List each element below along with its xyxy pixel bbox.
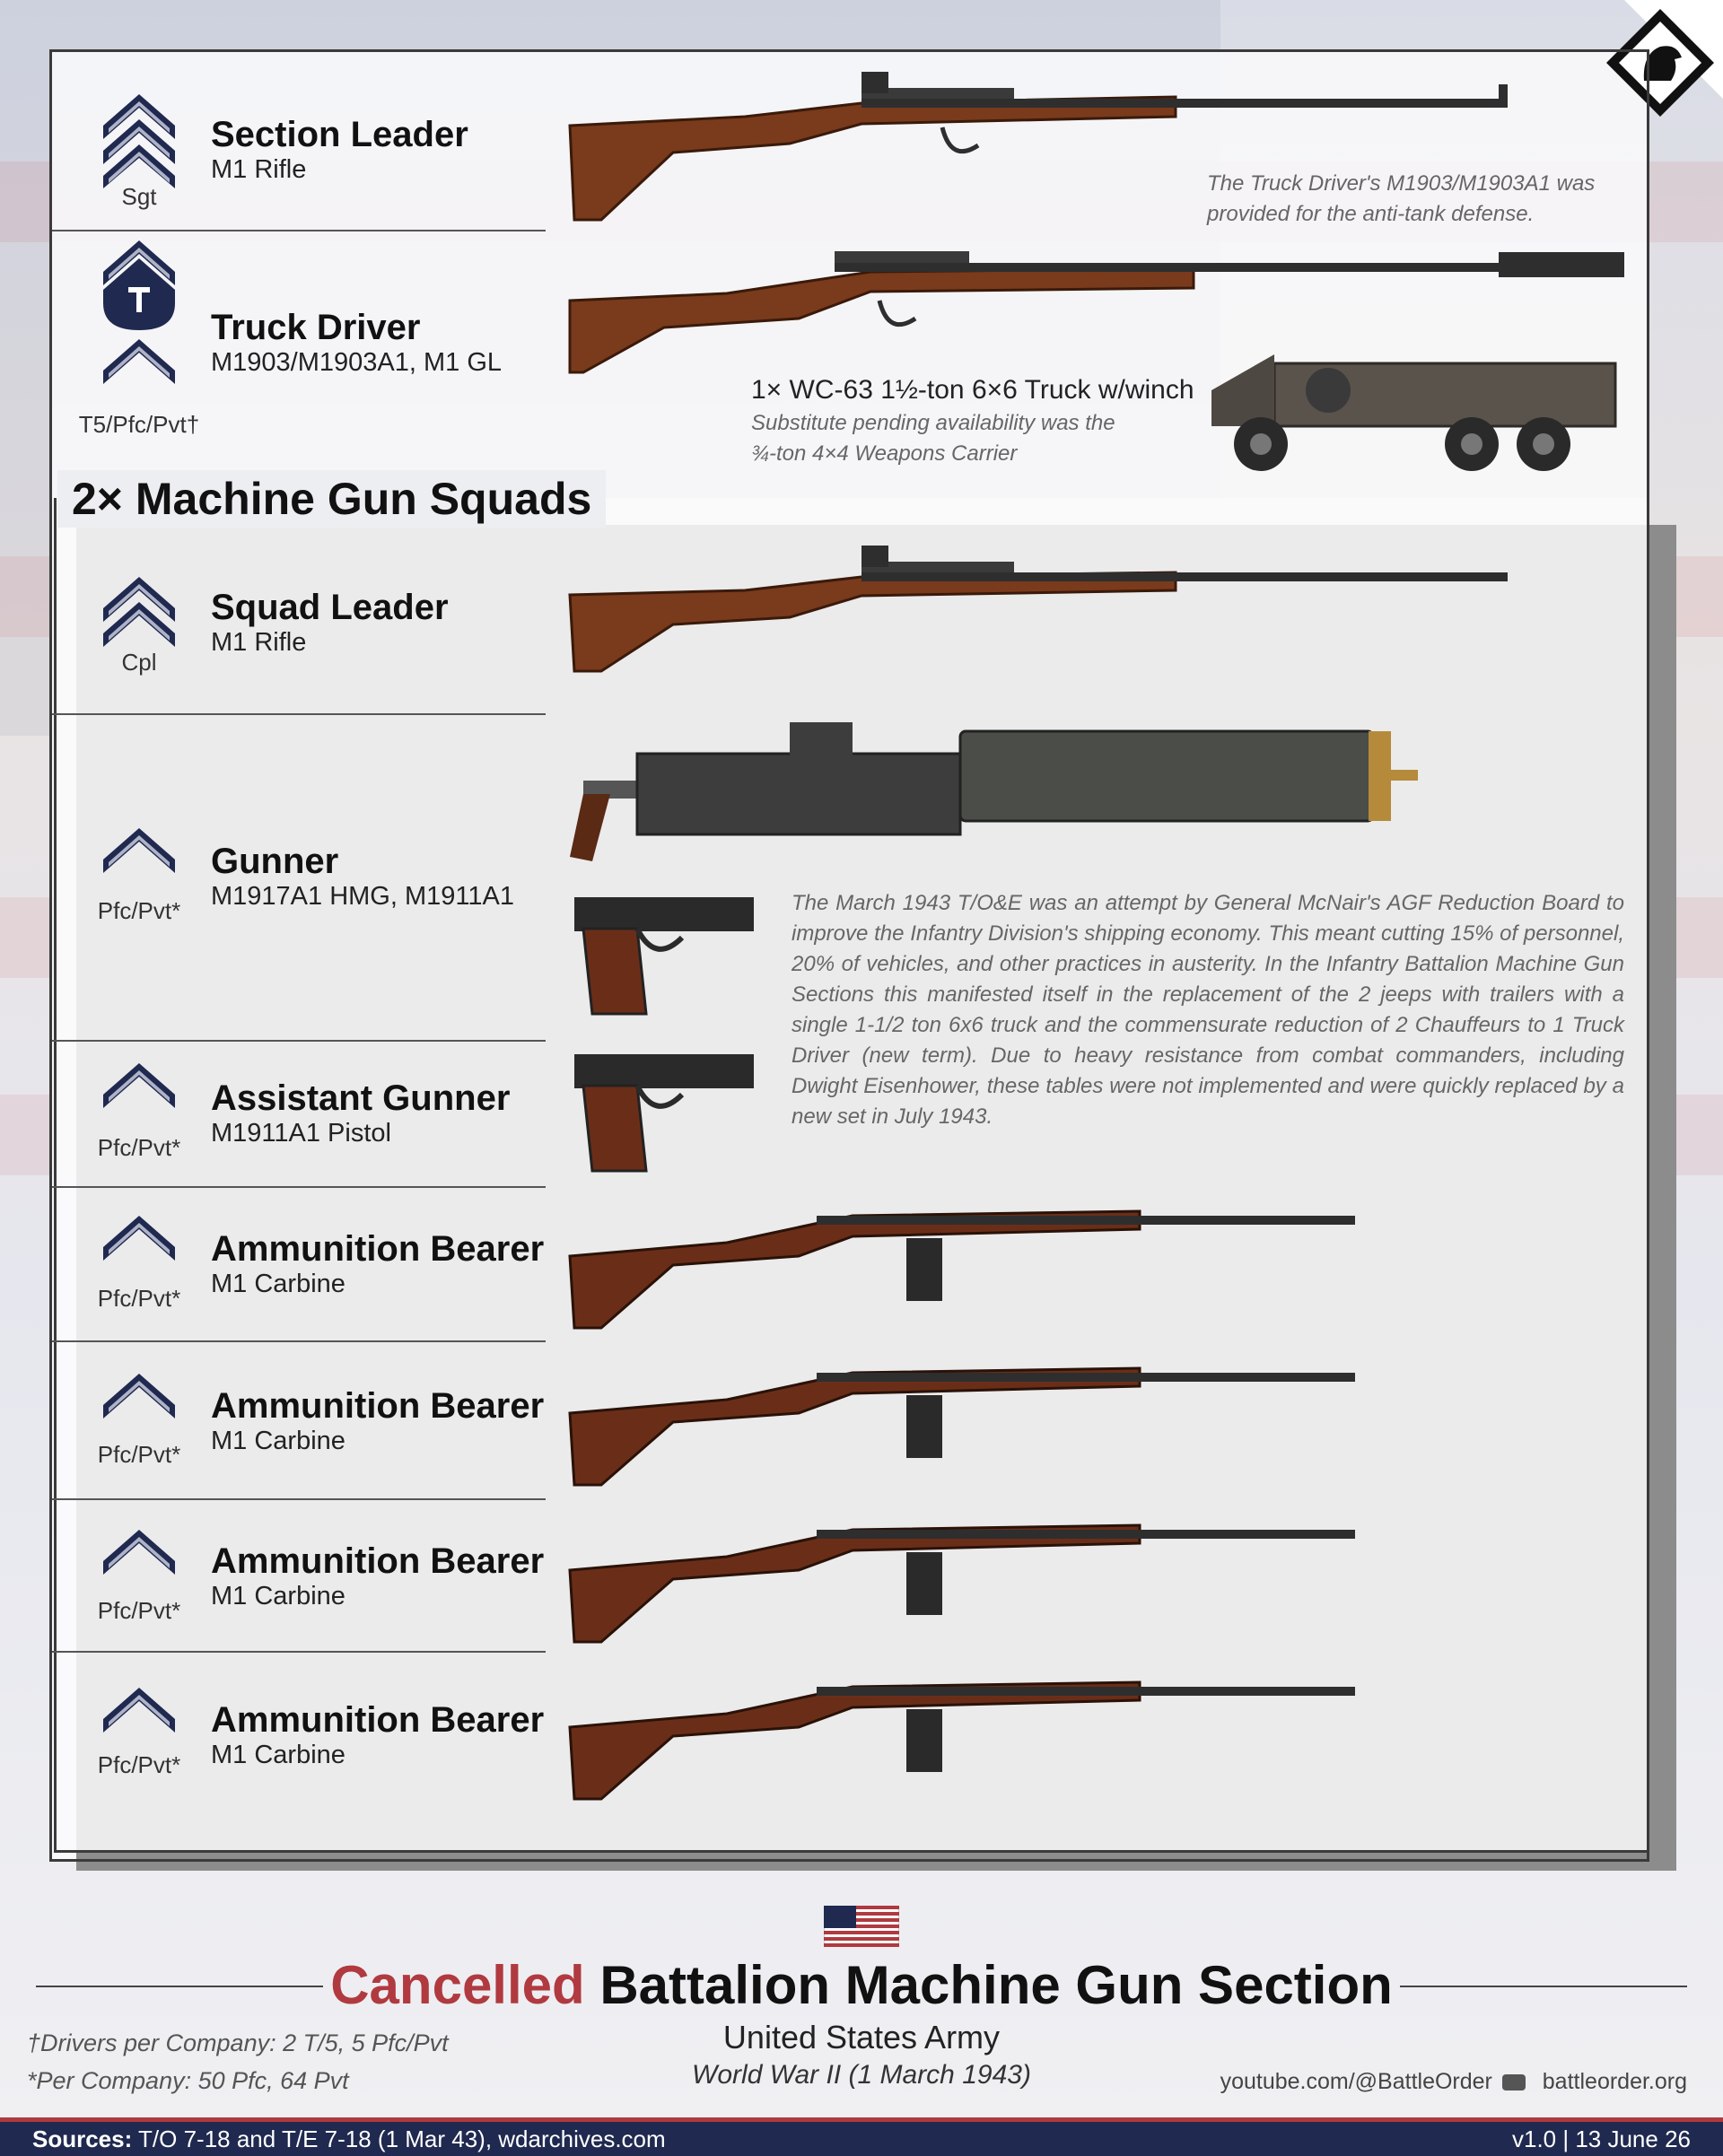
sources-label: Sources: [32,2125,133,2152]
pfc-chevron-icon [99,1059,179,1113]
pfc-chevron-icon [99,1369,179,1423]
role-weapon: M1 Carbine [211,1582,345,1610]
footnote-company: *Per Company: 50 Pfc, 64 Pvt [27,2067,349,2094]
m1-carbine-icon [565,1655,1364,1808]
role-title: Ammunition Bearer [211,1541,545,1581]
pfc-chevron-icon [99,1525,179,1579]
m1-carbine-icon [565,1341,1364,1494]
truck-label: 1× WC-63 1½-ton 6×6 Truck w/winch [751,375,1194,405]
role-title: Ammunition Bearer [211,1229,545,1269]
sergeant-chevron-icon [99,90,179,188]
row-divider [52,1651,546,1653]
role-weapon: M1 Rifle [211,628,307,657]
role-gunner [211,842,514,912]
role-weapon: M1903/M1903A1, M1 GL [211,348,503,377]
rank-label: Pfc/Pvt* [97,1134,181,1161]
role-ammunition-bearer [211,1700,544,1770]
page-subtitle: United States Army [722,2019,1001,2056]
wc63-truck-icon [1203,319,1633,480]
sources-text [32,2122,666,2156]
row-divider [52,1340,546,1342]
us-flag-icon [824,1906,899,1947]
corporal-chevron-icon [99,572,179,653]
role-assistant-gunner [211,1078,510,1148]
m1917a1-hmg-icon [565,709,1427,866]
rank-label: Pfc/Pvt* [97,1751,181,1778]
truck-substitute-note: Substitute pending availability was the ¾-ton 4×4 Weapons Carrier [751,411,1115,466]
m1-carbine-icon [565,1184,1364,1337]
history-note: The March 1943 T/O&E was an attempt by General McNair's AGF Reduction Board to improve the Infantry Division's shipping economy. This meant cutting 15% of personnel, 20% of vehicles, and other practices in austerity. In the Infantry Battalion Machine Gun Sections this manifested itself in the replacement of the 2 jeeps with trailers with a single 1-1/2 ton 6x6 truck and the commensurate reduction of 2 Chauffeurs to 1 Truck Driver (new term). Due to heavy resistance from combat commanders, including Dwight Eisenhower, these tables were not implemented and were quickly replaced by a new set in July 1943. [792,891,1624,1129]
role-weapon: M1 Carbine [211,1741,345,1769]
row-divider [52,713,546,715]
row-divider [52,1186,546,1188]
pfc-chevron-icon [99,1683,179,1737]
role-title: Squad Leader [211,588,449,627]
role-title: Ammunition Bearer [211,1386,545,1426]
role-section-leader [211,115,468,185]
page-title [0,1954,1723,2017]
rank-label: Sgt [121,183,157,210]
role-weapon: M1 Carbine [211,1427,345,1455]
row-divider [52,1040,546,1042]
footer-links [1220,2069,1687,2095]
website-link[interactable]: battleorder.org [1542,2069,1687,2094]
sources-value: T/O 7-18 and T/E 7-18 (1 Mar 43), wdarchives.com [138,2125,666,2152]
m1911a1-pistol-icon [565,1050,763,1175]
footnote-drivers: †Drivers per Company: 2 T/5, 5 Pfc/Pvt [27,2029,449,2056]
m1-carbine-icon [565,1498,1364,1651]
pfc-chevron-icon [99,1211,179,1265]
truck-driver-note: The Truck Driver's M1903/M1903A1 was provided for the anti-tank defense. [1207,171,1596,226]
role-title: Section Leader [211,115,468,154]
version-label: v1.0 | 13 June 26 [1511,2125,1691,2152]
squads-title: 2× Machine Gun Squads [57,470,606,528]
role-weapon: M1 Carbine [211,1270,345,1298]
rank-label: Pfc/Pvt* [97,1285,181,1312]
rank-label: T5/Pfc/Pvt† [78,411,200,438]
youtube-icon [1502,2074,1526,2091]
role-title: Assistant Gunner [211,1078,511,1118]
title-main: Battalion Machine Gun Section [599,1955,1393,2015]
m1911a1-pistol-icon [565,893,763,1018]
rank-label: Pfc/Pvt* [97,1597,181,1624]
title-accent: Cancelled [330,1955,585,2015]
sources-bar [0,2117,1723,2156]
role-weapon: M1 Rifle [211,155,307,184]
row-divider [52,230,546,231]
youtube-link[interactable]: youtube.com/@BattleOrder [1220,2069,1492,2094]
rank-label: Pfc/Pvt* [97,897,181,924]
role-weapon: M1911A1 Pistol [211,1119,391,1148]
role-squad-leader [211,588,449,658]
technician-chevron-icon [99,240,179,420]
role-weapon: M1917A1 HMG, M1911A1 [211,882,514,911]
rank-label: Pfc/Pvt* [97,1441,181,1468]
row-divider [52,1498,546,1500]
role-title: Truck Driver [211,308,421,347]
role-ammunition-bearer [211,1386,544,1456]
role-title: Gunner [211,842,339,881]
role-ammunition-bearer [211,1541,544,1611]
role-title: Ammunition Bearer [211,1700,545,1740]
pfc-chevron-icon [99,824,179,877]
page-date: World War II (1 March 1943) [692,2060,1031,2090]
m1-rifle-icon [565,537,1535,680]
rank-label: Cpl [121,649,157,676]
role-ammunition-bearer [211,1229,544,1299]
role-truck-driver [211,308,502,378]
